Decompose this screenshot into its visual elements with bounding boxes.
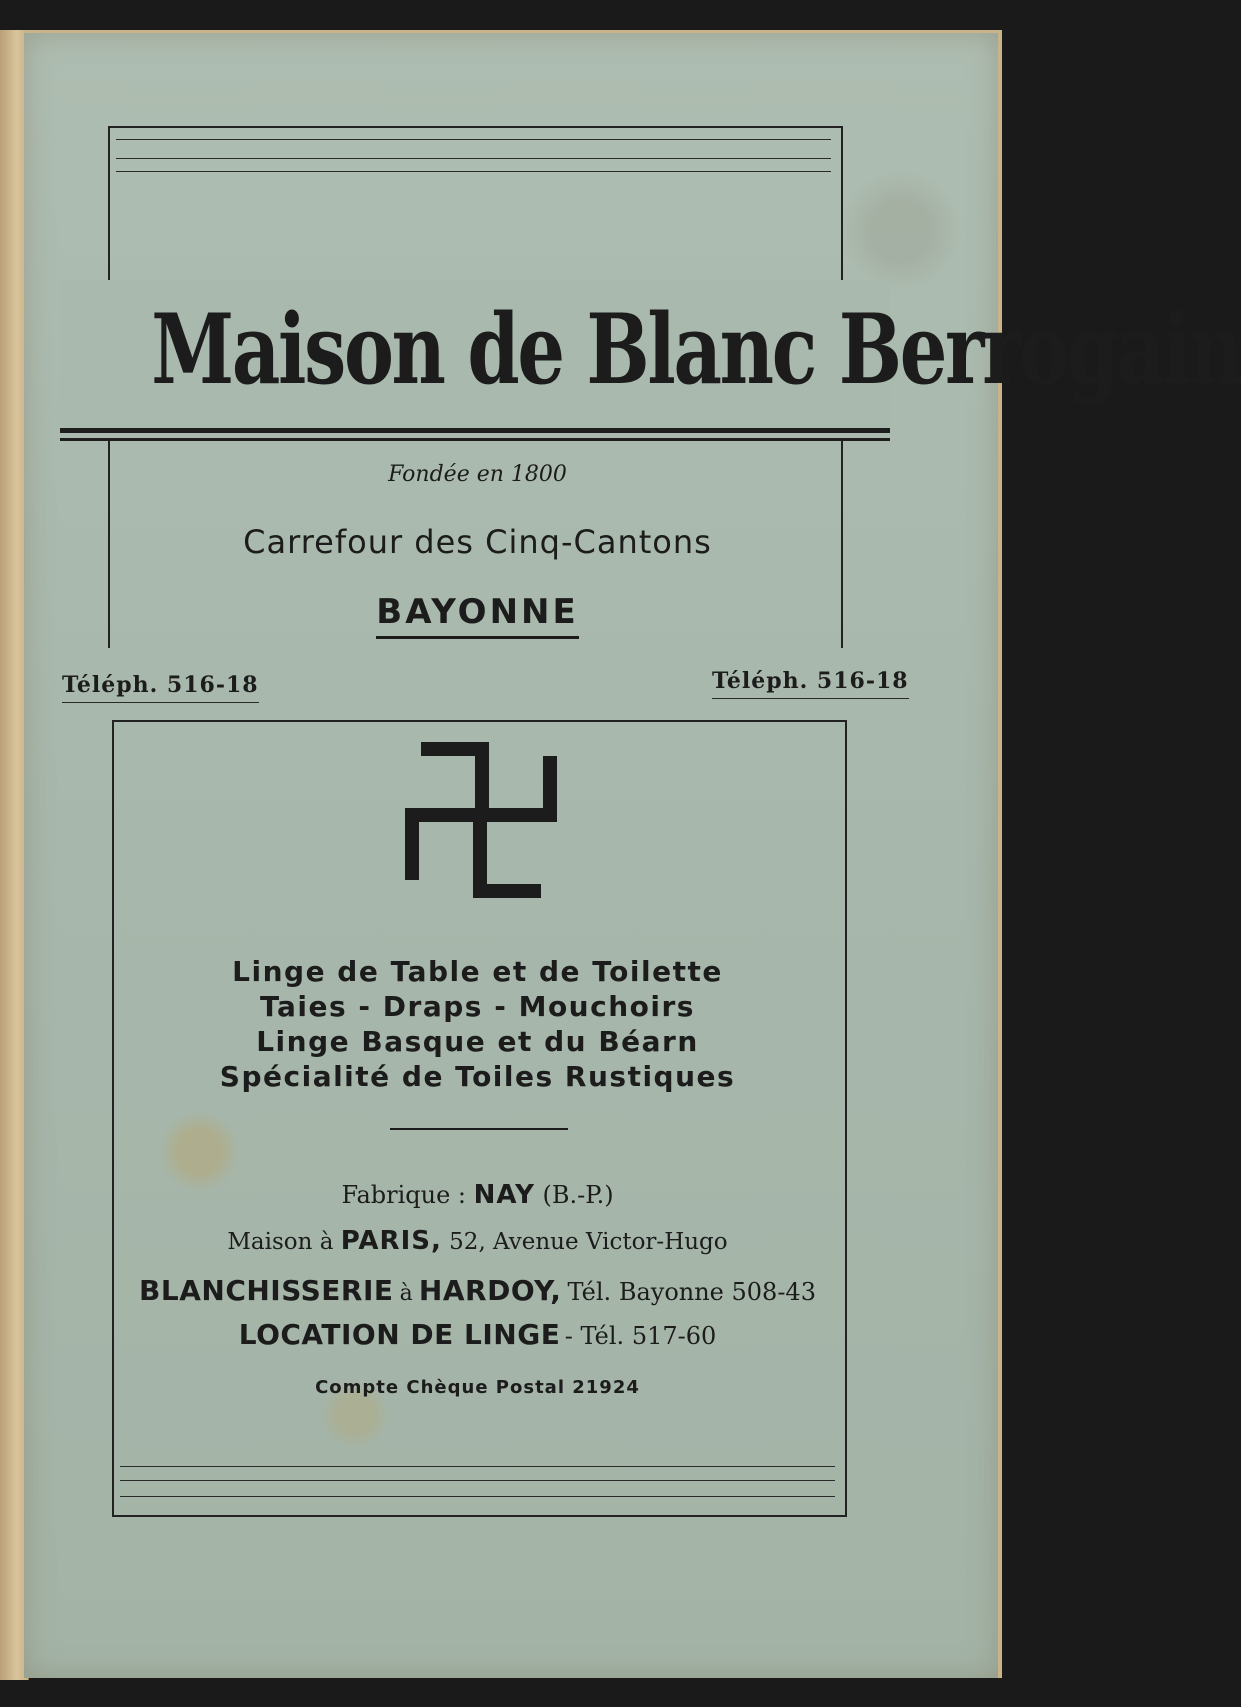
factory-town: NAY: [473, 1180, 535, 1210]
top-rule-2: [116, 158, 831, 159]
laundry-line: [112, 1274, 843, 1307]
paris-line: [112, 1226, 843, 1256]
paris-address: 52, Avenue Victor-Hugo: [449, 1229, 728, 1255]
phone-right: Téléph. 516-18: [712, 668, 909, 699]
store-title: Maison de Blanc Berrogain: [151, 293, 1241, 406]
title-underline-thin: [60, 438, 890, 441]
city-name: BAYONNE: [376, 592, 578, 639]
factory-prefix: Fabrique :: [341, 1181, 467, 1209]
paris-prefix: Maison à: [227, 1229, 334, 1255]
rental-label: LOCATION DE LINGE: [238, 1318, 561, 1351]
factory-line: [112, 1180, 843, 1210]
paris-city: PARIS,: [340, 1226, 442, 1256]
title-underline-thick: [60, 428, 890, 433]
specialty-line-3: Linge Basque et du Béarn: [256, 1025, 699, 1058]
laundry-at: à: [399, 1281, 413, 1306]
laundry-tel: Tél. Bayonne 508-43: [567, 1278, 816, 1306]
bottom-rule-2: [120, 1480, 835, 1481]
factory-suffix: (B.-P.): [542, 1181, 614, 1209]
city-heading: [112, 592, 843, 639]
rental-line: [112, 1318, 843, 1351]
rental-tel: - Tél. 517-60: [564, 1322, 717, 1350]
bottom-rule-1: [120, 1466, 835, 1467]
laundry-town: HARDOY,: [418, 1274, 562, 1307]
postal-account: Compte Chèque Postal 21924: [315, 1377, 640, 1398]
title-band: [60, 280, 1241, 440]
top-rule-3: [116, 171, 831, 172]
specialty-line-1: Linge de Table et de Toilette: [232, 955, 723, 988]
founded-line: Fondée en 1800: [388, 462, 567, 487]
lauburu-cross-icon: [405, 742, 557, 898]
laundry-label: BLANCHISSERIE: [139, 1274, 394, 1307]
address-line: Carrefour des Cinq-Cantons: [243, 523, 712, 561]
specialty-line-2: Taies - Draps - Mouchoirs: [260, 990, 695, 1023]
bottom-rule-3: [120, 1496, 835, 1497]
top-rule-1: [116, 139, 831, 140]
phone-left: Téléph. 516-18: [62, 672, 259, 703]
specialty-line-4: Spécialité de Toiles Rustiques: [219, 1060, 736, 1093]
section-divider: [390, 1128, 568, 1130]
